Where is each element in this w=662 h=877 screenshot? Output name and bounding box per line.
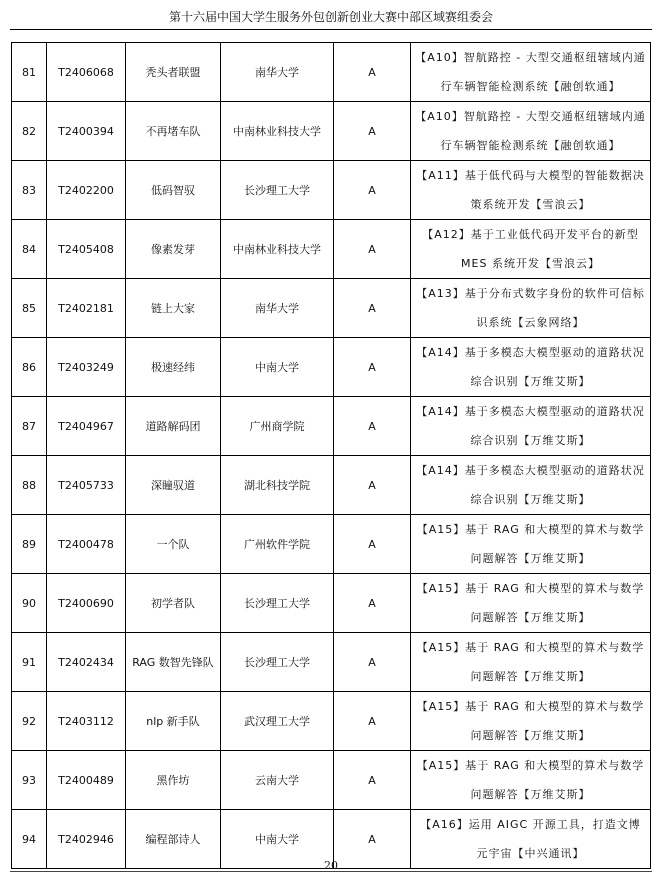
team-name-cell: 一个队 (126, 515, 221, 574)
row-number-cell: 86 (12, 338, 47, 397)
project-topic-cell: 【A12】基于工业低代码开发平台的新型 MES 系统开发【雪浪云】 (411, 220, 651, 279)
team-name-cell: nlp 新手队 (126, 692, 221, 751)
row-number-cell: 90 (12, 574, 47, 633)
project-topic-cell: 【A11】基于低代码与大模型的智能数据决策系统开发【雪浪云】 (411, 161, 651, 220)
row-number-cell: 83 (12, 161, 47, 220)
team-id-cell: T2405408 (47, 220, 126, 279)
school-name-cell: 广州软件学院 (221, 515, 334, 574)
group-level-cell: A (334, 397, 411, 456)
project-topic-cell: 【A15】基于 RAG 和大模型的算术与数学问题解答【万维艾斯】 (411, 633, 651, 692)
team-name-cell: 不再堵车队 (126, 102, 221, 161)
team-name-cell: 链上大家 (126, 279, 221, 338)
team-id-cell: T2402946 (47, 810, 126, 869)
team-name-cell: 极速经纬 (126, 338, 221, 397)
group-level-cell: A (334, 574, 411, 633)
row-number-cell: 88 (12, 456, 47, 515)
table-row (12, 692, 651, 751)
footer-divider (10, 871, 652, 872)
school-name-cell: 中南林业科技大学 (221, 102, 334, 161)
project-topic-cell: 【A14】基于多模态大模型驱动的道路状况综合识别【万维艾斯】 (411, 397, 651, 456)
team-name-cell: 深瞳驭道 (126, 456, 221, 515)
row-number-cell: 82 (12, 102, 47, 161)
school-name-cell: 中南林业科技大学 (221, 220, 334, 279)
group-level-cell: A (334, 692, 411, 751)
table-row (12, 574, 651, 633)
results-table-body (12, 43, 651, 869)
table-row (12, 279, 651, 338)
team-name-cell: 道路解码团 (126, 397, 221, 456)
project-topic-cell: 【A15】基于 RAG 和大模型的算术与数学问题解答【万维艾斯】 (411, 574, 651, 633)
group-level-cell: A (334, 751, 411, 810)
table-row (12, 751, 651, 810)
school-name-cell: 武汉理工大学 (221, 692, 334, 751)
team-id-cell: T2402181 (47, 279, 126, 338)
team-name-cell: 初学者队 (126, 574, 221, 633)
team-id-cell: T2400690 (47, 574, 126, 633)
row-number-cell: 91 (12, 633, 47, 692)
table-row (12, 220, 651, 279)
row-number-cell: 84 (12, 220, 47, 279)
team-id-cell: T2403249 (47, 338, 126, 397)
table-row (12, 43, 651, 102)
school-name-cell: 广州商学院 (221, 397, 334, 456)
project-topic-cell: 【A14】基于多模态大模型驱动的道路状况综合识别【万维艾斯】 (411, 456, 651, 515)
group-level-cell: A (334, 456, 411, 515)
table-row (12, 338, 651, 397)
team-name-cell: 像素发芽 (126, 220, 221, 279)
group-level-cell: A (334, 220, 411, 279)
project-topic-cell: 【A15】基于 RAG 和大模型的算术与数学问题解答【万维艾斯】 (411, 751, 651, 810)
school-name-cell: 南华大学 (221, 43, 334, 102)
project-topic-cell: 【A16】运用 AIGC 开源工具，打造文博元宇宙【中兴通讯】 (411, 810, 651, 869)
school-name-cell: 长沙理工大学 (221, 633, 334, 692)
team-id-cell: T2403112 (47, 692, 126, 751)
team-id-cell: T2400489 (47, 751, 126, 810)
project-topic-cell: 【A15】基于 RAG 和大模型的算术与数学问题解答【万维艾斯】 (411, 692, 651, 751)
row-number-cell: 92 (12, 692, 47, 751)
group-level-cell: A (334, 161, 411, 220)
group-level-cell: A (334, 810, 411, 869)
table-row (12, 515, 651, 574)
page-header: 第十六届中国大学生服务外包创新创业大赛中部区域赛组委会 (168, 10, 493, 24)
project-topic-cell: 【A10】智航路控 - 大型交通枢纽辖域内通行车辆智能检测系统【融创软通】 (411, 102, 651, 161)
row-number-cell: 93 (12, 751, 47, 810)
project-topic-cell: 【A10】智航路控 - 大型交通枢纽辖域内通行车辆智能检测系统【融创软通】 (411, 43, 651, 102)
header-divider (10, 29, 652, 30)
row-number-cell: 89 (12, 515, 47, 574)
school-name-cell: 云南大学 (221, 751, 334, 810)
project-topic-cell: 【A13】基于分布式数字身份的软件可信标识系统【云象网络】 (411, 279, 651, 338)
school-name-cell: 中南大学 (221, 810, 334, 869)
row-number-cell: 81 (12, 43, 47, 102)
team-id-cell: T2404967 (47, 397, 126, 456)
team-name-cell: 秃头者联盟 (126, 43, 221, 102)
table-row (12, 456, 651, 515)
page-number: 20 (324, 859, 338, 872)
group-level-cell: A (334, 515, 411, 574)
team-id-cell: T2405733 (47, 456, 126, 515)
row-number-cell: 87 (12, 397, 47, 456)
project-topic-cell: 【A15】基于 RAG 和大模型的算术与数学问题解答【万维艾斯】 (411, 515, 651, 574)
team-name-cell: 编程部诗人 (126, 810, 221, 869)
table-row (12, 633, 651, 692)
results-table (11, 42, 651, 869)
team-id-cell: T2402200 (47, 161, 126, 220)
school-name-cell: 长沙理工大学 (221, 161, 334, 220)
team-name-cell: 低码智驭 (126, 161, 221, 220)
school-name-cell: 中南大学 (221, 338, 334, 397)
team-name-cell: RAG 数智先锋队 (126, 633, 221, 692)
team-id-cell: T2400478 (47, 515, 126, 574)
group-level-cell: A (334, 102, 411, 161)
team-id-cell: T2406068 (47, 43, 126, 102)
table-row (12, 397, 651, 456)
team-id-cell: T2402434 (47, 633, 126, 692)
table-row (12, 102, 651, 161)
project-topic-cell: 【A14】基于多模态大模型驱动的道路状况综合识别【万维艾斯】 (411, 338, 651, 397)
row-number-cell: 94 (12, 810, 47, 869)
group-level-cell: A (334, 633, 411, 692)
school-name-cell: 南华大学 (221, 279, 334, 338)
team-name-cell: 黑作坊 (126, 751, 221, 810)
group-level-cell: A (334, 43, 411, 102)
school-name-cell: 长沙理工大学 (221, 574, 334, 633)
school-name-cell: 湖北科技学院 (221, 456, 334, 515)
table-row (12, 161, 651, 220)
group-level-cell: A (334, 279, 411, 338)
group-level-cell: A (334, 338, 411, 397)
row-number-cell: 85 (12, 279, 47, 338)
team-id-cell: T2400394 (47, 102, 126, 161)
